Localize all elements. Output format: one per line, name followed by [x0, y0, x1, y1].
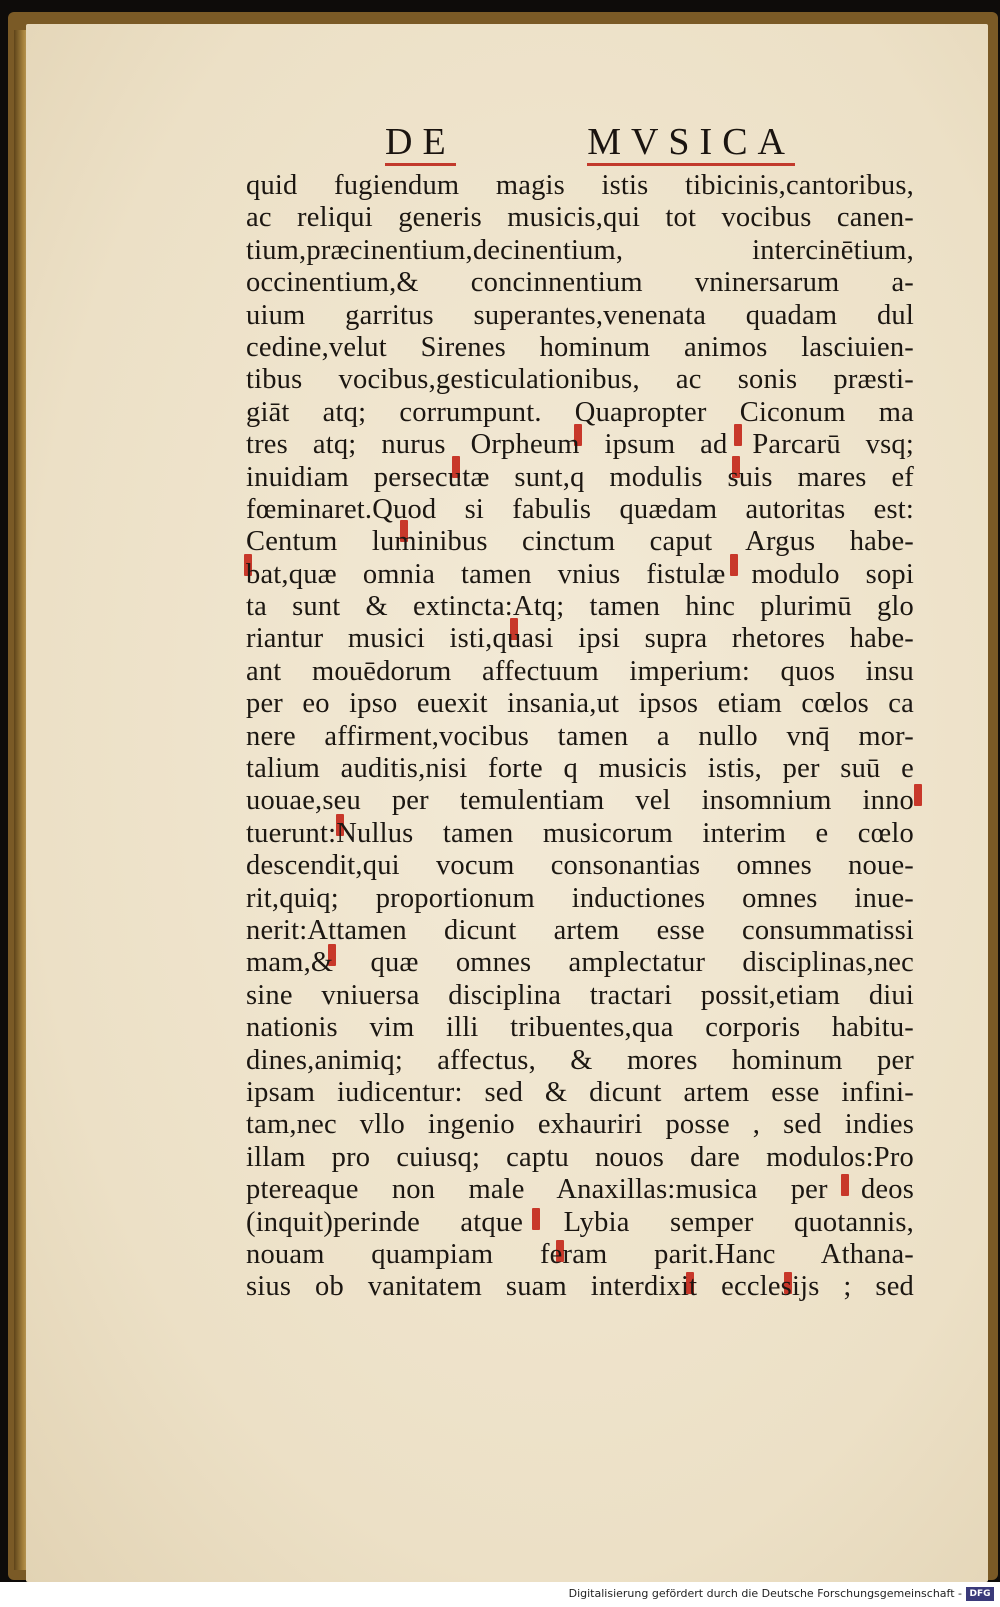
text-line: dines,animiq; affectus, & mores hominum per [246, 1044, 914, 1076]
running-head-left: DE [385, 123, 456, 166]
body-text [246, 170, 914, 1304]
text-line: cedine,velut Sirenes hominum animos lasciuien- [246, 331, 914, 363]
text-line: per eo ipso euexit insania,ut ipsos etiam cœlos ca [246, 688, 914, 720]
rubric-mark [914, 784, 922, 806]
text-line: tium,præcinentium,decinentium, intercinētium, [246, 234, 914, 266]
running-head-right: MVSICA [587, 123, 795, 166]
text-line: tam,nec vllo ingenio exhauriri posse , sed indies [246, 1109, 914, 1141]
text-line: ant mouēdorum affectuum imperium: quos insu [246, 655, 914, 687]
text-line: mam,& quæ omnes amplectatur disciplinas,nec [246, 947, 914, 979]
text-line: bat,quæ omnia tamen vnius fistulæ modulo sopi [246, 558, 914, 590]
text-line: ipsam iudicentur: sed & dicunt artem esse infini- [246, 1076, 914, 1108]
text-line: uouae,seu per temulentiam vel insomnium inno [246, 785, 914, 817]
text-line: tuerunt:Nullus tamen musicorum interim e cœlo [246, 817, 914, 849]
text-line: descendit,qui vocum consonantias omnes noue- [246, 850, 914, 882]
text-line: riantur musici isti,quasi ipsi supra rhetores habe- [246, 623, 914, 655]
running-head [385, 118, 795, 166]
text-line: ptereaque non male Anaxillas:musica per deos [246, 1174, 914, 1206]
dfg-logo: DFG [966, 1587, 994, 1601]
text-line: nere affirment,vocibus tamen a nullo vnq̄ mor- [246, 720, 914, 752]
text-line: inuidiam persecutæ sunt,q modulis suis mares ef [246, 461, 914, 493]
footer-bar [0, 1582, 1000, 1607]
text-line: (inquit)perinde atque Lybia semper quotannis, [246, 1206, 914, 1238]
text-line: quid fugiendum magis istis tibicinis,cantoribus, [246, 170, 914, 201]
text-line: sine vniuersa disciplina tractari possit,etiam diui [246, 979, 914, 1011]
text-line: illam pro cuiusq; captu nouos dare modulos:Pro [246, 1141, 914, 1173]
text-line: tibus vocibus,gesticulationibus, ac sonis præsti- [246, 364, 914, 396]
text-line: ac reliqui generis musicis,qui tot vocibus canen- [246, 202, 914, 234]
digitization-credit: Digitalisierung gefördert durch die Deutsche Forschungsgemeinschaft - [568, 1587, 962, 1600]
text-line: occinentium,& concinnentium vninersarum a- [246, 267, 914, 299]
text-line: uium garritus superantes,venenata quadam dul [246, 299, 914, 331]
text-line: giāt atq; corrumpunt. Quapropter Ciconum ma [246, 396, 914, 428]
text-line: fœminaret.Quod si fabulis quædam autoritas est: [246, 493, 914, 525]
text-line: Centum luminibus cinctum caput Argus habe- [246, 526, 914, 558]
text-line: sius ob vanitatem suam interdixit ecclesijs ; sed [246, 1271, 914, 1303]
text-line: nerit:Attamen dicunt artem esse consummatissi [246, 914, 914, 946]
text-line: talium auditis,nisi forte q musicis istis, per suū e [246, 753, 914, 785]
text-line: nationis vim illi tribuentes,qua corporis habitu- [246, 1012, 914, 1044]
text-line: nouam quampiam feram parit.Hanc Athana- [246, 1238, 914, 1270]
text-line: ta sunt & extincta:Atq; tamen hinc plurimū glo [246, 591, 914, 623]
text-line: rit,quiq; proportionum inductiones omnes inue- [246, 882, 914, 914]
text-line: tres atq; nurus Orpheum ipsum ad Parcarū vsq; [246, 429, 914, 461]
